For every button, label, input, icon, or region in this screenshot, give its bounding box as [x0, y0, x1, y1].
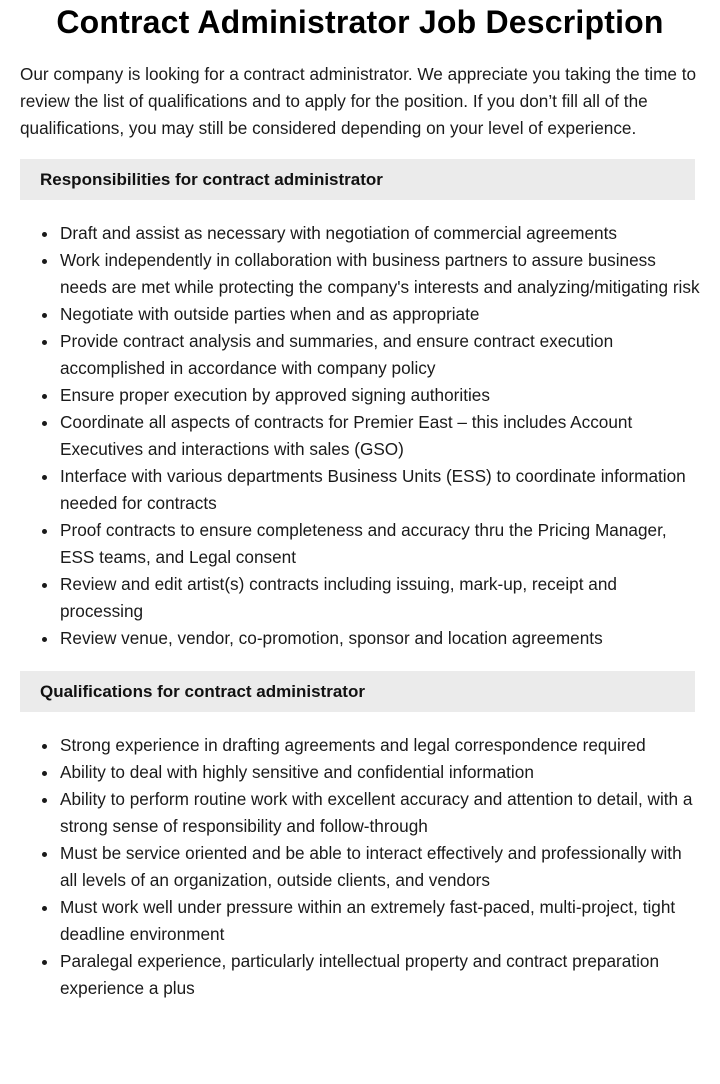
- list-item: [20, 220, 700, 247]
- bullet-icon: [42, 421, 47, 426]
- list-item-text: Coordinate all aspects of contracts for Premier East – this includes Account Executives and interactions with sales (GSO): [60, 412, 633, 459]
- list-item: [20, 732, 700, 759]
- list-item-text: Review venue, vendor, co-promotion, sponsor and location agreements: [60, 628, 603, 648]
- list-item-text: Strong experience in drafting agreements and legal correspondence required: [60, 735, 646, 755]
- list-item-text: Negotiate with outside parties when and as appropriate: [60, 304, 480, 324]
- list-item: [20, 786, 700, 840]
- list-item-text: Must work well under pressure within an extremely fast-paced, multi-project, tight deadline environment: [60, 897, 676, 944]
- bullet-icon: [42, 259, 47, 264]
- list-item-text: Interface with various departments Business Units (ESS) to coordinate information needed for contracts: [60, 466, 686, 513]
- bullet-icon: [42, 744, 47, 749]
- list-item-text: Work independently in collaboration with business partners to assure business needs are met while protecting the company's interests and analyzing/mitigating risk: [60, 250, 700, 297]
- list-item: [20, 840, 700, 894]
- bullet-icon: [42, 529, 47, 534]
- list-item: [20, 463, 700, 517]
- bullet-icon: [42, 313, 47, 318]
- list-item-text: Review and edit artist(s) contracts including issuing, mark-up, receipt and processing: [60, 574, 617, 621]
- list-item-text: Ability to perform routine work with excellent accuracy and attention to detail, with a strong sense of responsibility and follow-through: [60, 789, 693, 836]
- list-item-text: Ensure proper execution by approved signing authorities: [60, 385, 490, 405]
- bullet-icon: [42, 637, 47, 642]
- list-item: [20, 517, 700, 571]
- responsibilities-heading: Responsibilities for contract administrator: [20, 159, 695, 200]
- bullet-icon: [42, 475, 47, 480]
- list-item: [20, 301, 700, 328]
- list-item-text: Draft and assist as necessary with negotiation of commercial agreements: [60, 223, 617, 243]
- list-item: [20, 409, 700, 463]
- list-item-text: Provide contract analysis and summaries, and ensure contract execution accomplished in accordance with company policy: [60, 331, 614, 378]
- bullet-icon: [42, 232, 47, 237]
- intro-paragraph: Our company is looking for a contract administrator. We appreciate you taking the time to review the list of qualifications and to apply for the position. If you don’t fill all of the qualifications, you may still be considered depending on your level of experience.: [20, 64, 697, 138]
- bullet-icon: [42, 960, 47, 965]
- list-item-text: Ability to deal with highly sensitive and confidential information: [60, 762, 534, 782]
- list-item-text: Must be service oriented and be able to interact effectively and professionally with all levels of an organization, outside clients, and vendors: [60, 843, 682, 890]
- list-item: [20, 625, 700, 652]
- list-item: [20, 382, 700, 409]
- bullet-icon: [42, 852, 47, 857]
- bullet-icon: [42, 771, 47, 776]
- list-item: [20, 247, 700, 301]
- list-item: [20, 328, 700, 382]
- page-title: Contract Administrator Job Description: [56, 4, 664, 40]
- bullet-icon: [42, 906, 47, 911]
- responsibilities-list: [20, 220, 700, 652]
- list-item: [20, 571, 700, 625]
- list-item: [20, 948, 700, 1002]
- qualifications-list: [20, 732, 700, 1002]
- list-item-text: Paralegal experience, particularly intellectual property and contract preparation experience a plus: [60, 951, 660, 998]
- bullet-icon: [42, 583, 47, 588]
- list-item: [20, 759, 700, 786]
- bullet-icon: [42, 798, 47, 803]
- qualifications-heading: Qualifications for contract administrator: [20, 671, 695, 712]
- list-item: [20, 894, 700, 948]
- bullet-icon: [42, 340, 47, 345]
- bullet-icon: [42, 394, 47, 399]
- list-item-text: Proof contracts to ensure completeness and accuracy thru the Pricing Manager, ESS teams, and Legal consent: [60, 520, 667, 567]
